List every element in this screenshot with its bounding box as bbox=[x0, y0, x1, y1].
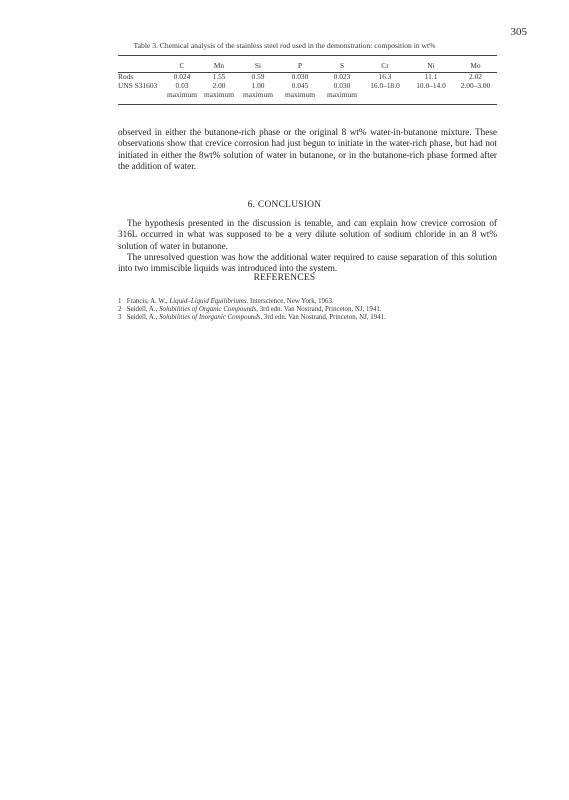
references-heading: REFERENCES bbox=[253, 273, 316, 283]
table-cell: 0.030 bbox=[291, 72, 309, 81]
table-cell: 11.1 bbox=[424, 72, 438, 81]
reference-item bbox=[118, 298, 497, 306]
table-header-cell: Mo bbox=[470, 60, 481, 70]
table-cell: 2.02 bbox=[469, 72, 482, 81]
table-cell: 10.0–14.0 bbox=[416, 81, 446, 90]
table-header-cell: C bbox=[179, 60, 185, 70]
table-caption: Table 3. Chemical analysis of the stainless steel rod used in the demonstration: composition in wt% bbox=[133, 41, 436, 50]
body-paragraph: The unresolved question was how the additional water required to cause separation of this solution into two immiscible liquids was introduced into the system. bbox=[118, 251, 497, 274]
continued-paragraph-block bbox=[118, 127, 497, 172]
page-number: 305 bbox=[510, 26, 527, 38]
table-cell: maximum bbox=[204, 90, 234, 99]
reference-number: 2 bbox=[118, 306, 122, 314]
table-bottom-rule bbox=[118, 104, 497, 105]
table-cell bbox=[362, 90, 408, 99]
table-cell: maximum bbox=[167, 90, 197, 99]
table-row bbox=[118, 72, 497, 81]
table-cell: UNS S31603 bbox=[118, 81, 158, 90]
table-header-cell: Si bbox=[254, 60, 262, 70]
table-cell: maximum bbox=[243, 90, 273, 99]
reference-number: 1 bbox=[118, 298, 122, 305]
reference-title: Liquid–Liquid Equilibriums bbox=[169, 298, 247, 305]
table-cell: 0.024 bbox=[173, 72, 191, 81]
table-cell: Rods bbox=[118, 72, 134, 81]
reference-item bbox=[118, 306, 497, 314]
table-header-cell: S bbox=[339, 60, 345, 70]
table-row bbox=[118, 90, 497, 99]
table-cell: 0.03 bbox=[175, 81, 189, 90]
table-top-rule bbox=[118, 55, 497, 56]
table-cell bbox=[408, 90, 454, 99]
table-cell: 2.00 bbox=[212, 81, 226, 90]
body-paragraph: observed in either the butanone-rich phase or the original 8 wt% water-in-butanone mixture. These observations show that crevice corrosion had just begun to initiate in the water-rich phase, but had not initiated in either the 8wt% solution of water in butanone, or in the butanone-rich phase formed after the addition of water. bbox=[118, 127, 497, 171]
table-cell: 2.00–3.00 bbox=[460, 81, 491, 90]
reference-item bbox=[118, 314, 497, 322]
table-cell: maximum bbox=[285, 90, 315, 99]
table-cell bbox=[118, 90, 164, 99]
table-cell: maximum bbox=[327, 90, 357, 99]
reference-details: , 3rd edn. Van Nostrand, Princeton, NJ, 1941. bbox=[260, 314, 386, 322]
body-paragraph: The hypothesis presented in the discussion is tenable, and can explain how crevice corrosion of 316L occurred in what was supposed to be a very dilute solution of sodium chloride in an 8 wt% solution of water in butanone. bbox=[118, 218, 497, 251]
reference-author: Seidell, A., bbox=[126, 314, 160, 322]
reference-list bbox=[118, 298, 497, 323]
table-cell: 0.59 bbox=[251, 72, 265, 81]
table-header-cell bbox=[118, 58, 164, 72]
conclusion-body bbox=[118, 218, 497, 274]
table-cell: 0.045 bbox=[291, 81, 309, 90]
table-header-cell: Cr bbox=[381, 60, 389, 70]
table-cell: 16.3 bbox=[378, 72, 392, 81]
table-header-cell: Ni bbox=[427, 60, 435, 70]
table-cell: 0.030 bbox=[333, 81, 351, 90]
reference-title: Solubilities of Organic Compounds bbox=[159, 306, 257, 314]
reference-number: 3 bbox=[118, 314, 122, 322]
composition-table bbox=[118, 58, 497, 99]
table-header-row bbox=[118, 58, 497, 72]
table-row bbox=[118, 81, 497, 90]
conclusion-heading: 6. CONCLUSION bbox=[247, 200, 322, 210]
table-cell: 16.0–18.0 bbox=[370, 81, 400, 90]
reference-author: Seidell, A., bbox=[126, 306, 160, 314]
reference-title: Solubilities of Inorganic Compounds bbox=[159, 314, 261, 322]
reference-details: , 3rd edn. Van Nostrand, Princeton, NJ, 1941. bbox=[256, 306, 382, 314]
table-cell: 0.023 bbox=[333, 72, 351, 81]
table-cell: 1.00 bbox=[251, 81, 265, 90]
table-header-cell: Mn bbox=[213, 60, 225, 70]
table-cell bbox=[454, 90, 497, 99]
table-cell: 1.55 bbox=[212, 72, 226, 81]
table-header-cell: P bbox=[297, 60, 303, 70]
reference-author: Francis, A. W., bbox=[126, 298, 170, 305]
reference-details: . Interscience, New York, 1963. bbox=[246, 298, 334, 305]
